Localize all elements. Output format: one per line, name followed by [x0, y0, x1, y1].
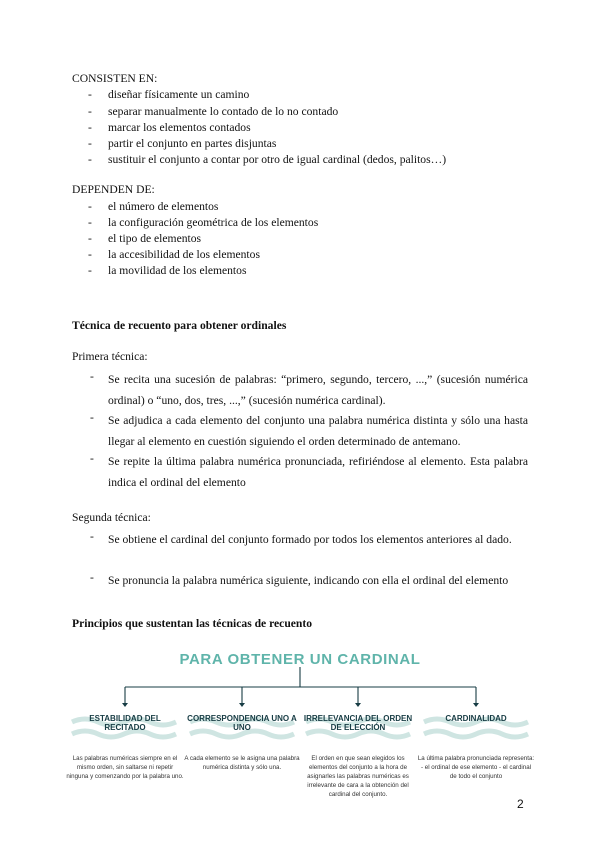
- list-item-text: Se obtiene el cardinal del conjunto formado por todos los elementos anteriores al dado.: [108, 533, 512, 546]
- list-item: - Se pronuncia la palabra numérica siguiente, indicando con ella el ordinal del elemento: [90, 571, 528, 592]
- section-heading-principios: Principios que sustentan las técnicas de recuento: [72, 617, 313, 630]
- primera-label: Primera técnica:: [72, 350, 148, 363]
- list-item: - Se repite la última palabra numérica pronunciada, refiriéndose al elemento. Esta palabra indica el ordinal del elemento: [90, 452, 528, 493]
- principle-text-cardinalidad: La última palabra pronunciada representa: - el ordinal de ese elemento - el cardinal de todo el conjunto: [417, 755, 535, 780]
- list-item-text: marcar los elementos contados: [108, 121, 251, 134]
- list-item-text: Se repite la última palabra numérica pronunciada, refiriéndose al elemento. Esta palabra indica el ordinal del elemento: [108, 455, 528, 489]
- arrow-down-icon: [355, 703, 361, 707]
- list-item-text: Se adjudica a cada elemento del conjunto una palabra numérica distinta y sólo una hasta llegar al elemento en cuestión siguiendo el orden determinado de antemano.: [108, 414, 528, 448]
- principle-title-correspondencia: CORRESPONDENCIA UNO A UNO: [187, 714, 297, 732]
- principle-title-cardinalidad: CARDINALIDAD: [445, 714, 507, 723]
- principle-title-estabilidad: ESTABILIDAD DEL RECITADO: [89, 714, 161, 732]
- principle-text-irrelevancia: El orden en que sean elegidos los elementos del conjunto a la hora de asignarles las palabras numéricas es irrelevante de cara a la obtención del cardinal del conjunto.: [307, 755, 409, 798]
- arrow-down-icon: [122, 703, 128, 707]
- arrow-down-icon: [239, 703, 245, 707]
- consisten-title: CONSISTEN EN:: [72, 72, 158, 85]
- dependen-title: DEPENDEN DE:: [72, 183, 155, 196]
- list-item-text: separar manualmente lo contado de lo no contado: [108, 105, 339, 118]
- list-item-text: el tipo de elementos: [108, 232, 202, 245]
- list-item-text: sustituir el conjunto a contar por otro de igual cardinal (dedos, palitos…): [108, 153, 447, 166]
- segunda-label: Segunda técnica:: [72, 511, 151, 524]
- arrow-down-icon: [473, 703, 479, 707]
- list-item-text: la configuración geométrica de los elementos: [108, 216, 319, 229]
- page-number: 2: [517, 797, 524, 811]
- principle-title-irrelevancia: IRRELEVANCIA DEL ORDEN DE ELECCIÓN: [303, 714, 413, 732]
- list-item: - Se recita una sucesión de palabras: “primero, segundo, tercero, ...,” (sucesión numérica ordinal) o “uno, dos, tres, ...,” (sucesión numérica cardinal).: [90, 370, 528, 411]
- principle-text-correspondencia: A cada elemento se le asigna una palabra numérica distinta y sólo una.: [184, 755, 300, 771]
- list-item-text: el número de elementos: [108, 200, 219, 213]
- section-heading-ordinales: Técnica de recuento para obtener ordinales: [72, 319, 287, 332]
- diagram-title: PARA OBTENER UN CARDINAL: [179, 651, 421, 668]
- list-item: - Se obtiene el cardinal del conjunto formado por todos los elementos anteriores al dado.: [90, 530, 528, 551]
- list-item-text: diseñar físicamente un camino: [108, 88, 250, 101]
- list-item-text: Se recita una sucesión de palabras: “primero, segundo, tercero, ...,” (sucesión numérica ordinal) o “uno, dos, tres, ...,” (sucesión numérica cardinal).: [108, 373, 528, 407]
- list-item-text: la accesibilidad de los elementos: [108, 248, 260, 261]
- list-item-text: Se pronuncia la palabra numérica siguiente, indicando con ella el ordinal del elemento: [108, 574, 509, 587]
- list-item-text: la movilidad de los elementos: [108, 264, 247, 277]
- principle-text-estabilidad: Las palabras numéricas siempre en el mismo orden, sin saltarse ni repetir ninguna y comenzando por la palabra uno.: [66, 755, 184, 780]
- list-item-text: partir el conjunto en partes disjuntas: [108, 137, 277, 150]
- list-item: - Se adjudica a cada elemento del conjunto una palabra numérica distinta y sólo una hasta llegar al elemento en cuestión siguiendo el orden determinado de antemano.: [90, 411, 528, 452]
- wave-shape: [424, 731, 528, 737]
